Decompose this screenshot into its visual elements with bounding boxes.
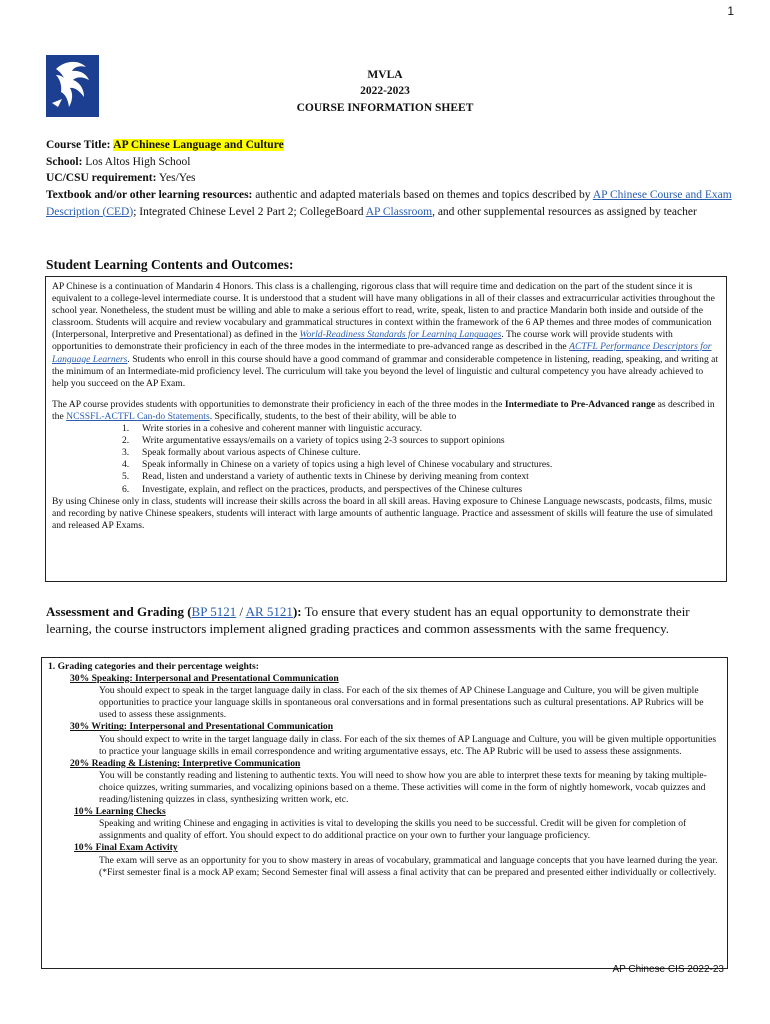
- goal-text: Read, listen and understand a variety of authentic texts in Chinese by deriving meaning from context: [142, 471, 529, 483]
- world-readiness-link[interactable]: World-Readiness Standards for Learning Languages: [299, 329, 502, 341]
- assessment-heading: [46, 603, 726, 637]
- list-item: [122, 435, 720, 447]
- goal-number: 2.: [122, 435, 130, 447]
- slco-text-5: as described in the: [52, 398, 715, 422]
- goal-text: Investigate, explain, and reflect on the practices, products, and perspectives of the Chinese cultures: [142, 483, 523, 495]
- textbook-paragraph: [46, 187, 736, 220]
- uccsu-value: Yes/Yes: [158, 172, 196, 184]
- goal-text: Speak informally in Chinese on a variety of topics using a high level of Chinese vocabulary and structures.: [142, 459, 553, 471]
- bp-5121-link[interactable]: BP 5121: [191, 604, 237, 619]
- assessment-slash: /: [236, 604, 246, 619]
- course-title-label: Course Title:: [46, 139, 111, 151]
- grading-category-final-exam: 10% Final Exam Activity: [74, 842, 178, 854]
- goal-text: Speak formally about various aspects of Chinese culture.: [142, 447, 361, 459]
- ar-5121-link[interactable]: AR 5121: [245, 604, 293, 619]
- textbook-text-3: , and other supplemental resources as assigned by teacher: [432, 205, 697, 218]
- list-item: [122, 423, 720, 435]
- course-title: AP Chinese Language and Culture: [113, 139, 284, 151]
- goal-number: 5.: [122, 471, 130, 483]
- assessment-title: Assessment and Grading (: [46, 604, 192, 619]
- goal-number: 6.: [122, 483, 130, 495]
- slco-text-2: . The course work will provide students with opportunities to demonstrate their proficiency in each of the three modes in the intermediate to pre-advanced range as described in the: [52, 329, 673, 353]
- slco-box: [45, 276, 727, 582]
- list-item: [122, 459, 720, 471]
- textbook-text: authentic and adapted materials based on themes and topics described by: [255, 189, 591, 201]
- slco-text-3: . Students who enroll in this course should have a good command of grammar and considerable competence in listening, reading, speaking, and writing at the minimum of an Intermediate-mid proficiency level. The curriculum will take you beyond the level of linguistic and cultural competency you have already achieved to help you succeed on the AP Exam.: [52, 353, 719, 389]
- textbook-label: Textbook and/or other learning resources:: [46, 189, 253, 201]
- grading-desc-learning-checks: Speaking and writing Chinese and engaging in activities is vital to developing the skills you need to be successful. Credit will be given for completion of assignments and quality of effort. You should expect to do additional practice on your own to further your language proficiency.: [99, 818, 687, 842]
- grading-desc-final-exam: The exam will serve as an opportunity for you to show mastery in areas of vocabulary, grammatical and language concepts that you have learned during the year. (*First semester final is a mock AP exam; Second Semester final will assess a final activity that can be prepared and presented either individually or collectively.: [99, 854, 718, 878]
- grading-box: [41, 657, 728, 969]
- school-line: [46, 154, 736, 171]
- grading-desc-reading: You will be constantly reading and listening to authentic texts. You will need to show how you are able to interpret these texts for meaning by taking multiple-choice quizzes, writing summaries, and vocalizing opinions based on a theme. These activities will come in the form of nightly homework, vocab quizzes and reading/listening quizzes in class, synthesizing written work, etc.: [99, 769, 707, 806]
- slco-heading: Student Learning Contents and Outcomes:: [46, 257, 294, 272]
- slco-paragraph-2: [52, 399, 720, 423]
- ap-classroom-link[interactable]: AP Classroom: [365, 205, 433, 218]
- actfl-descriptors-link[interactable]: ACTFL Performance Descriptors for Language Learners: [52, 341, 712, 365]
- goal-number: 1.: [122, 423, 130, 435]
- slco-text-4: The AP course provides students with opportunities to demonstrate their proficiency in each of the three modes in the: [52, 398, 503, 410]
- assessment-colon: ):: [292, 604, 302, 619]
- assessment-text: To ensure that every student has an equal opportunity to demonstrate their learning, the course instructors implement aligned grading practices and common assessments with the same frequency.: [46, 604, 690, 636]
- grading-category-writing: 30% Writing: Interpersonal and Presentational Communication: [70, 721, 334, 733]
- page-number: 1: [727, 4, 734, 18]
- slco-paragraph-1: [52, 281, 720, 390]
- slco-text-1: AP Chinese is a continuation of Mandarin 4 Honors. This class is a challenging, rigorous class that will require time and dedication on the part of the student since it is equivalent to a college-level intermediate course. It is understood that a student will have many obligations in all of their classes and extracurricular activities throughout the school year. Nonetheless, the student must be willing and able to make a serious effort to read, write, speak, listen to and practice Mandarin both inside and outside of the classroom. Students will acquire and review vocabulary and grammatical structures in context within the framework of the 6 AP themes and three modes of communication (Interpersonal, Interpretive and Presentational) as defined in the: [52, 281, 715, 341]
- grading-desc-speaking: You should expect to speak in the target language daily in class. For each of the six themes of AP Chinese Language and Culture, you will be given multiple opportunities to practice your language skills in spontaneous oral conversations and in formal presentations such as cultural presentations. AP Rubrics will be used to assess these assignments.: [99, 685, 704, 721]
- slco-paragraph-3: By using Chinese only in class, students will increase their skills across the board in all skill areas. Having exposure to Chinese Language newscasts, podcasts, films, music and recording by native Chinese speakers, students will interact with large amounts of authentic language. Practice and assessment of skills will feature the use of simulated and released AP Exams.: [52, 495, 713, 531]
- list-item: [122, 471, 720, 483]
- course-title-line: [46, 137, 736, 154]
- goal-text: Write argumentative essays/emails on a variety of topics using 2-3 sources to support opinions: [142, 435, 505, 447]
- list-item: [122, 447, 720, 459]
- goals-list: [52, 423, 720, 496]
- goal-number: 4.: [122, 459, 130, 471]
- school-label: School:: [46, 156, 83, 168]
- grading-category-speaking: 30% Speaking: Interpersonal and Presentational Communication: [70, 673, 339, 685]
- slco-range-bold: Intermediate to Pre-Advanced range: [504, 398, 656, 410]
- list-item: [122, 484, 720, 496]
- grading-title: 1. Grading categories and their percentage weights:: [48, 661, 259, 672]
- school-value: Los Altos High School: [85, 156, 191, 168]
- uccsu-label: UC/CSU requirement:: [46, 172, 157, 184]
- textbook-text-2: ; Integrated Chinese Level 2 Part 2; CollegeBoard: [133, 205, 364, 218]
- header-year: 2022-2023: [360, 85, 410, 97]
- goal-number: 3.: [122, 447, 130, 459]
- goal-text: Write stories in a cohesive and coherent manner with linguistic accuracy.: [142, 423, 423, 435]
- can-do-link[interactable]: NCSSFL-ACTFL Can-do Statements: [66, 410, 210, 422]
- header-org: MVLA: [367, 69, 403, 81]
- grading-category-learning-checks: 10% Learning Checks: [74, 806, 166, 818]
- header-title: COURSE INFORMATION SHEET: [296, 102, 474, 114]
- grading-desc-writing: You should expect to write in the target language daily in class. For each of the six themes of AP Language and Culture, you will be given multiple opportunities to practice your language skills in email correspondence and writing argumentative essays, etc. The AP Rubric will be used to assess these assignments.: [99, 733, 717, 757]
- footer-label: AP Chinese CIS 2022-23: [612, 964, 724, 975]
- grading-category-reading: 20% Reading & Listening: Interpretive Communication: [70, 757, 301, 769]
- ced-link[interactable]: AP Chinese Course and Exam Description (CED): [46, 189, 732, 218]
- uccsu-line: [46, 170, 736, 187]
- slco-text-6: . Specifically, students, to the best of their ability, will be able to: [209, 410, 457, 422]
